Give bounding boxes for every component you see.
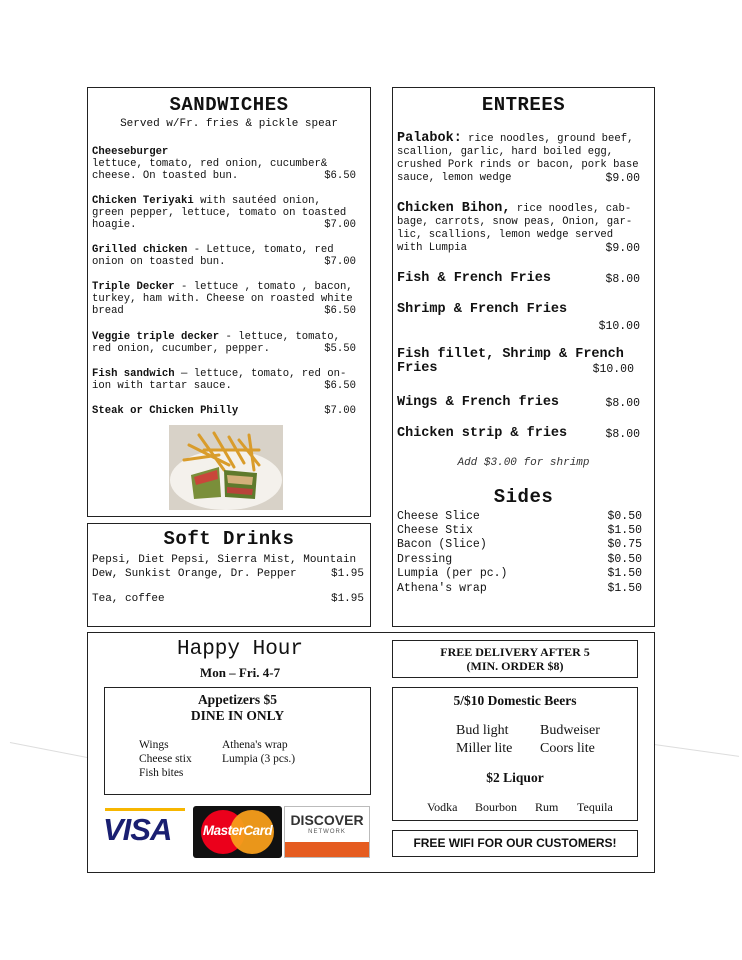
item-name: Cheeseburger <box>92 146 169 158</box>
item-desc: rice noodles, ground beef, scallion, garlic, hard boiled egg, crushed Pork rinds or bacon, pork base sauce, lemon wedge <box>397 133 639 184</box>
item-price: $1.95 <box>330 593 364 605</box>
sandwiches-panel <box>87 87 371 517</box>
sandwiches-subtitle: Served w/Fr. fries & pickle spear <box>120 118 338 130</box>
menu-item <box>92 593 364 605</box>
item-price: $5.50 <box>324 343 356 356</box>
side-price: $0.50 <box>607 553 642 566</box>
item-name: Chicken Teriyaki <box>92 195 194 207</box>
item-price: $6.50 <box>324 380 356 393</box>
beers-title: 5/$10 Domestic Beers <box>453 693 577 708</box>
side-name: Dressing <box>397 553 453 566</box>
menu-item <box>92 368 356 392</box>
side-name: Cheese Slice <box>397 510 480 523</box>
soft-drinks-panel <box>87 523 371 627</box>
item-price: $1.95 <box>330 567 364 580</box>
side-price: $0.75 <box>607 538 642 551</box>
item-price: $7.00 <box>324 219 356 232</box>
liquor-item: Tequila <box>577 800 613 814</box>
item-name: Fish & French Fries <box>397 271 551 286</box>
item-name: Wings & French fries <box>397 395 560 410</box>
side-price: $1.50 <box>607 567 642 580</box>
item-desc: — lettuce, tomato, red on-ion with tartar sauce. <box>92 368 347 393</box>
liquor-item: Rum <box>535 800 559 814</box>
happy-hour-days: Mon – Fri. 4-7 <box>199 665 281 680</box>
menu-item <box>397 303 640 333</box>
discover-logo-subtext: NETWORK <box>308 829 346 835</box>
item-name: Palabok: <box>397 131 462 146</box>
item-desc: Pepsi, Diet Pepsi, Sierra Mist, Mountain Dew, Sunkist Orange, Dr. Pepper <box>92 554 357 580</box>
item-price: $8.00 <box>605 273 640 286</box>
appetizer-item: Fish bites <box>139 767 184 779</box>
beers-box <box>392 687 638 821</box>
menu-item <box>397 132 640 185</box>
appetizer-item: Wings <box>139 739 169 751</box>
item-desc: - lettuce , tomato , bacon, turkey, ham with. Cheese on roasted white bread <box>92 281 353 318</box>
wifi-box <box>392 830 638 857</box>
menu-item <box>397 396 640 410</box>
item-price: $6.50 <box>324 170 356 183</box>
delivery-box <box>392 640 638 678</box>
mastercard-logo <box>193 806 282 858</box>
liquor-item: Bourbon <box>475 800 517 814</box>
side-name: Athena's wrap <box>397 582 487 595</box>
side-row <box>397 538 642 552</box>
menu-item <box>397 348 634 376</box>
item-price: $9.00 <box>605 242 640 255</box>
liquor-item: Vodka <box>427 800 458 814</box>
menu-item <box>92 195 356 232</box>
beer-item: Budweiser <box>540 723 600 738</box>
appetizer-item: Lumpia (3 pcs.) <box>222 753 296 765</box>
discover-logo <box>284 806 370 858</box>
side-row <box>397 582 642 596</box>
item-name: Chicken Bihon, <box>397 201 511 216</box>
item-name: Triple Decker <box>92 281 175 293</box>
appetizers-box <box>104 687 371 795</box>
side-row <box>397 567 642 581</box>
entrees-title: ENTREES <box>481 94 566 116</box>
item-desc: lettuce, tomato, red onion, cucumber& cheese. On toasted bun. <box>92 158 328 183</box>
menu-item <box>92 331 356 355</box>
menu-item <box>92 244 356 268</box>
side-price: $1.50 <box>607 524 642 537</box>
sandwich-plate-icon <box>169 425 283 510</box>
item-price: $8.00 <box>605 428 640 441</box>
item-name: Shrimp & French Fries <box>397 302 568 317</box>
item-desc: - Lettuce, tomato, red onion on toasted bun. <box>92 244 334 269</box>
menu-item <box>397 427 640 441</box>
menu-item <box>92 405 356 417</box>
beer-item: Miller lite <box>456 741 513 756</box>
item-name: Fish fillet, Shrimp & French Fries <box>397 347 624 376</box>
beers-col-2 <box>540 722 600 758</box>
item-desc: with sautéed onion, green pepper, lettuce, tomato on toasted hoagie. <box>92 195 347 232</box>
discover-logo-stripe <box>285 842 369 857</box>
happy-hour-title: Happy Hour <box>176 638 304 661</box>
side-name: Bacon (Slice) <box>397 538 487 551</box>
appetizers-col-2 <box>222 738 295 766</box>
entrees-panel <box>392 87 655 627</box>
beers-col-1 <box>456 722 512 758</box>
sides-title: Sides <box>493 486 554 508</box>
menu-item <box>92 554 364 581</box>
delivery-line-2: (MIN. ORDER $8) <box>466 659 564 673</box>
delivery-line-1: FREE DELIVERY AFTER 5 <box>440 645 590 659</box>
side-name: Cheese Stix <box>397 524 473 537</box>
item-price: $6.50 <box>324 305 356 318</box>
sandwich-photo <box>169 425 283 510</box>
appetizers-col-1 <box>139 738 192 780</box>
side-row <box>397 524 642 538</box>
visa-logo <box>101 806 187 858</box>
item-price: $8.00 <box>605 397 640 410</box>
menu-item <box>397 272 640 286</box>
side-price: $1.50 <box>607 582 642 595</box>
menu-item <box>397 202 640 255</box>
mastercard-logo-text: MasterCard <box>202 823 273 838</box>
side-row <box>397 510 642 524</box>
item-price: $9.00 <box>605 172 640 185</box>
item-desc: rice noodles, cab-bage, carrots, snow peas, Onion, gar-lic, scallions, lemon wedge served with Lumpia <box>397 203 633 254</box>
visa-logo-stripe <box>105 808 185 811</box>
discover-logo-text: DISCOVER <box>290 812 364 828</box>
menu-item <box>92 281 356 318</box>
side-row <box>397 553 642 567</box>
appetizer-item: Cheese stix <box>139 753 192 765</box>
item-desc: Tea, coffee <box>92 593 165 605</box>
sandwiches-title: SANDWICHES <box>169 94 289 116</box>
dine-in-label: DINE IN ONLY <box>190 708 285 723</box>
visa-logo-text: VISA <box>103 812 172 847</box>
item-name: Chicken strip & fries <box>397 426 568 441</box>
side-name: Lumpia (per pc.) <box>397 567 508 580</box>
item-desc: - lettuce, tomato, red onion, cucumber, pepper. <box>92 331 340 356</box>
menu-item <box>92 146 356 183</box>
item-name: Fish sandwich <box>92 368 175 380</box>
appetizers-title: Appetizers $5 <box>197 692 278 707</box>
soft-drinks-title: Soft Drinks <box>163 528 295 550</box>
item-price: $10.00 <box>592 363 634 376</box>
side-price: $0.50 <box>607 510 642 523</box>
appetizer-item: Athena's wrap <box>222 739 288 751</box>
wifi-text: FREE WIFI FOR OUR CUSTOMERS! <box>413 836 617 850</box>
item-name: Veggie triple decker <box>92 331 220 343</box>
item-price: $7.00 <box>324 256 356 269</box>
entrees-note: Add $3.00 for shrimp <box>457 457 590 469</box>
liquor-title: $2 Liquor <box>486 770 544 785</box>
item-price: $7.00 <box>324 405 356 417</box>
beer-item: Bud light <box>456 723 509 738</box>
item-name: Grilled chicken <box>92 244 188 256</box>
item-name: Steak or Chicken Philly <box>92 405 239 417</box>
item-price: $10.00 <box>598 320 640 333</box>
beer-item: Coors lite <box>540 741 595 756</box>
